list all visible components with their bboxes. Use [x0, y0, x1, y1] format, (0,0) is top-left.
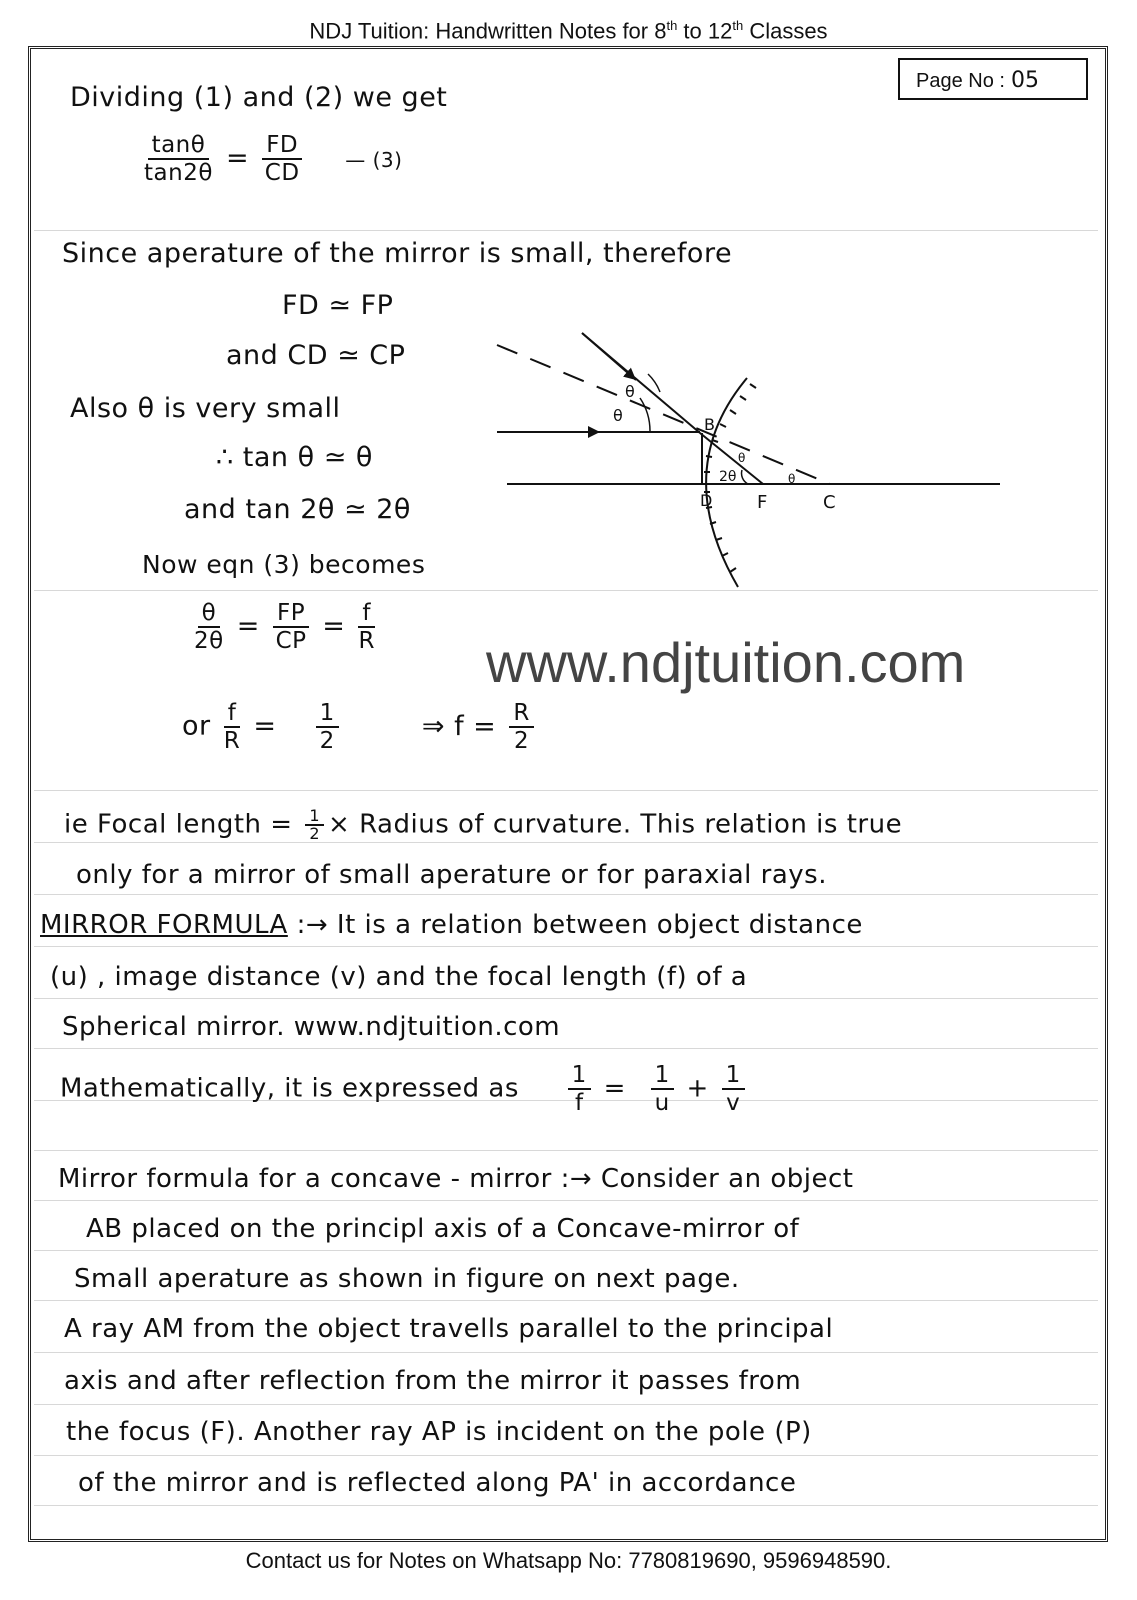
denominator: CP: [275, 628, 307, 654]
label-theta: θ: [613, 406, 623, 425]
label-D: D: [700, 491, 713, 510]
text-line: Now eqn (3) becomes: [142, 550, 426, 579]
text: ie Focal length =: [64, 809, 302, 840]
label-theta: θ: [625, 382, 635, 401]
section-heading: MIRROR FORMULA: [40, 910, 288, 940]
label-theta: θ: [738, 451, 746, 465]
page-number-value: 05: [1010, 68, 1039, 93]
label-C: C: [823, 492, 836, 513]
numerator: f: [224, 700, 241, 728]
text: × Radius of curvature. This relation is true: [328, 809, 903, 840]
header-text: NDJ Tuition: Handwritten Notes for 8: [309, 18, 667, 44]
label-F: F: [757, 492, 768, 513]
numerator: 1: [651, 1062, 674, 1090]
numerator: 1: [305, 808, 324, 826]
label-B: B: [704, 415, 715, 434]
header-sup: th: [666, 18, 678, 33]
text-line: Since aperature of the mirror is small, therefore: [62, 238, 733, 269]
text-line: axis and after reflection from the mirror it passes from: [64, 1366, 802, 1396]
text: or: [182, 710, 211, 742]
text-line: and CD ≃ CP: [226, 340, 406, 371]
text: Mathematically, it is expressed as: [60, 1073, 519, 1104]
page-number-label: Page No :: [916, 70, 1005, 92]
text-line: of the mirror and is reflected along PA' in accordance: [78, 1468, 797, 1498]
normal-line: [497, 345, 830, 484]
denominator: f: [574, 1090, 584, 1116]
header-text: to 12: [677, 18, 733, 44]
denominator: tan2θ: [144, 160, 213, 186]
numerator: 1: [722, 1062, 745, 1090]
text-line: (u) , image distance (v) and the focal length (f) of a: [50, 962, 748, 992]
denominator: R: [223, 728, 241, 754]
text-line: AB placed on the principl axis of a Concave-mirror of: [86, 1214, 800, 1244]
denominator: 2θ: [194, 628, 224, 654]
numerator: 1: [568, 1062, 591, 1090]
denominator: R: [358, 628, 375, 654]
equation-tag: — (3): [345, 147, 403, 172]
denominator: CD: [264, 160, 300, 186]
text-line: FD ≃ FP: [282, 290, 394, 321]
denominator: v: [726, 1090, 741, 1116]
denominator: 2: [319, 728, 335, 754]
text-line: the focus (F). Another ray AP is incident on the pole (P): [66, 1417, 812, 1447]
text: :→ It is a relation between object distance: [287, 910, 863, 940]
watermark: www.ndjtuition.com: [486, 631, 966, 694]
equation-line: $\frac{\theta}{2\theta}$ = $\frac{FP}{CP}$ = $\frac{f}{R}$: [194, 600, 375, 654]
text-line: and tan 2θ ≃ 2θ: [184, 494, 411, 525]
numerator: FD: [262, 132, 302, 160]
numerator: tanθ: [148, 132, 210, 160]
numerator: FP: [273, 600, 309, 628]
text-line: Also θ is very small: [70, 393, 341, 424]
text: ⇒ f =: [421, 710, 497, 742]
label-theta: θ: [788, 472, 796, 486]
numerator: θ: [198, 600, 221, 628]
text-line: ∴ tan θ ≃ θ: [216, 442, 373, 473]
denominator: u: [654, 1090, 670, 1116]
equation-line: or $\frac{f}{R}$ = $\frac{1}{2}$ ⇒ f = $\frac{R}{2}$: [182, 700, 538, 754]
header-sup: th: [732, 18, 744, 33]
numerator: f: [358, 600, 375, 628]
text-line: only for a mirror of small aperature or for paraxial rays.: [76, 860, 827, 890]
text-line: Mathematically, it is expressed as $\frac{1}{f}$ = $\frac{1}{u}$ + $\frac{1}{v}$: [60, 1062, 749, 1116]
text-line: Dividing (1) and (2) we get: [70, 82, 448, 113]
denominator: 2: [309, 824, 321, 843]
numerator: R: [509, 700, 533, 728]
text-line: A ray AM from the object travells parallel to the principal: [64, 1314, 834, 1344]
label-2theta: 2θ: [719, 469, 737, 485]
equation-3: $\frac{\tan\theta}{\tan 2\theta}$ = $\frac{FD}{CD}$ — (3): [144, 132, 403, 186]
text-line: Mirror formula for a concave - mirror :→ Consider an object: [58, 1164, 854, 1194]
text-line: Spherical mirror. www.ndjtuition.com: [62, 1012, 561, 1042]
header-text: Classes: [743, 18, 828, 44]
page-footer: Contact us for Notes on Whatsapp No: 7780819690, 9596948590.: [245, 1548, 892, 1573]
text-line: Small aperature as shown in figure on next page.: [74, 1264, 740, 1294]
denominator: 2: [514, 728, 530, 754]
numerator: 1: [316, 700, 339, 728]
